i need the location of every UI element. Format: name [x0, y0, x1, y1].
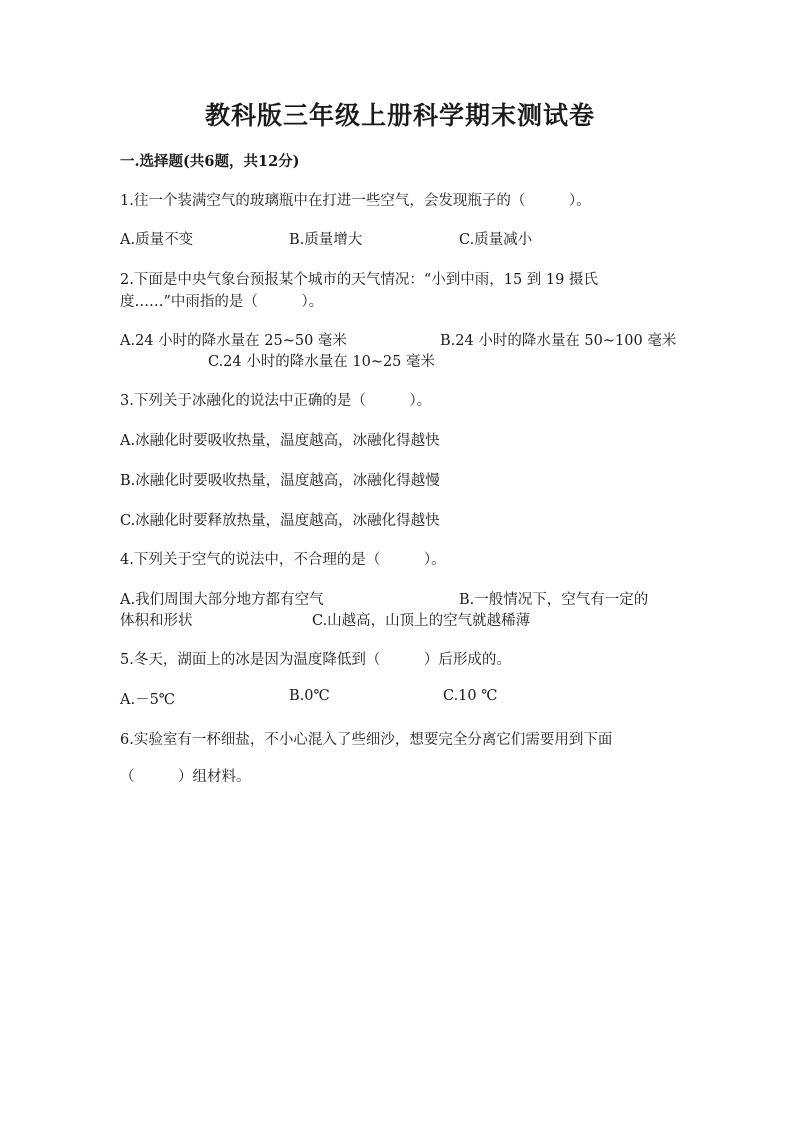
question-2-option-c: C.24 小时的降水量在 10~25 毫米	[208, 354, 436, 370]
question-6-stem-line-1: 6.实验室有一杯细盐，不小心混入了些细沙，想要完全分离它们需要用到下面	[120, 732, 613, 748]
question-4-stem: 4.下列关于空气的说法中，不合理的是（ ）。	[120, 552, 446, 568]
question-2-option-a: A.24 小时的降水量在 25~50 毫米	[120, 333, 347, 349]
question-3-stem: 3.下列关于冰融化的说法中正确的是（ ）。	[120, 393, 432, 409]
question-2-stem-line-1: 2.下面是中央气象台预报某个城市的天气情况：“小到中雨，15 到 19 摄氏	[120, 272, 598, 288]
question-1-stem: 1.往一个装满空气的玻璃瓶中在打进一些空气，会发现瓶子的（ ）。	[120, 193, 591, 209]
question-5-option-a: A.－5℃	[120, 692, 176, 708]
question-5-stem: 5.冬天，湖面上的冰是因为温度降低到（ ）后形成的。	[120, 652, 511, 668]
question-1-option-c: C.质量减小	[459, 232, 533, 248]
question-5-option-c: C.10 ℃	[443, 688, 498, 704]
page-title: 教科版三年级上册科学期末测试卷	[204, 101, 595, 130]
question-2-stem-line-2: 度……”中雨指的是（ ）。	[120, 294, 324, 310]
question-4-option-b-continued: 体积和形状	[120, 613, 193, 629]
question-1-option-b: B.质量增大	[289, 232, 363, 248]
question-4-option-b: B.一般情况下，空气有一定的	[459, 592, 649, 608]
question-2-option-b: B.24 小时的降水量在 50~100 毫米	[440, 333, 677, 349]
question-4-option-a: A.我们周围大部分地方都有空气	[120, 592, 324, 608]
question-3-option-c: C.冰融化时要释放热量，温度越高，冰融化得越快	[120, 513, 440, 529]
question-3-option-b: B.冰融化时要吸收热量，温度越高，冰融化得越慢	[120, 473, 440, 489]
question-6-stem-line-2: （ ）组材料。	[120, 769, 251, 785]
question-5-option-b: B.0℃	[289, 688, 330, 704]
section-heading: 一.选择题(共6题，共12分)	[120, 153, 300, 170]
question-1-option-a: A.质量不变	[120, 232, 194, 248]
question-3-option-a: A.冰融化时要吸收热量，温度越高，冰融化得越快	[120, 433, 440, 449]
question-4-option-c: C.山越高，山顶上的空气就越稀薄	[312, 613, 531, 629]
